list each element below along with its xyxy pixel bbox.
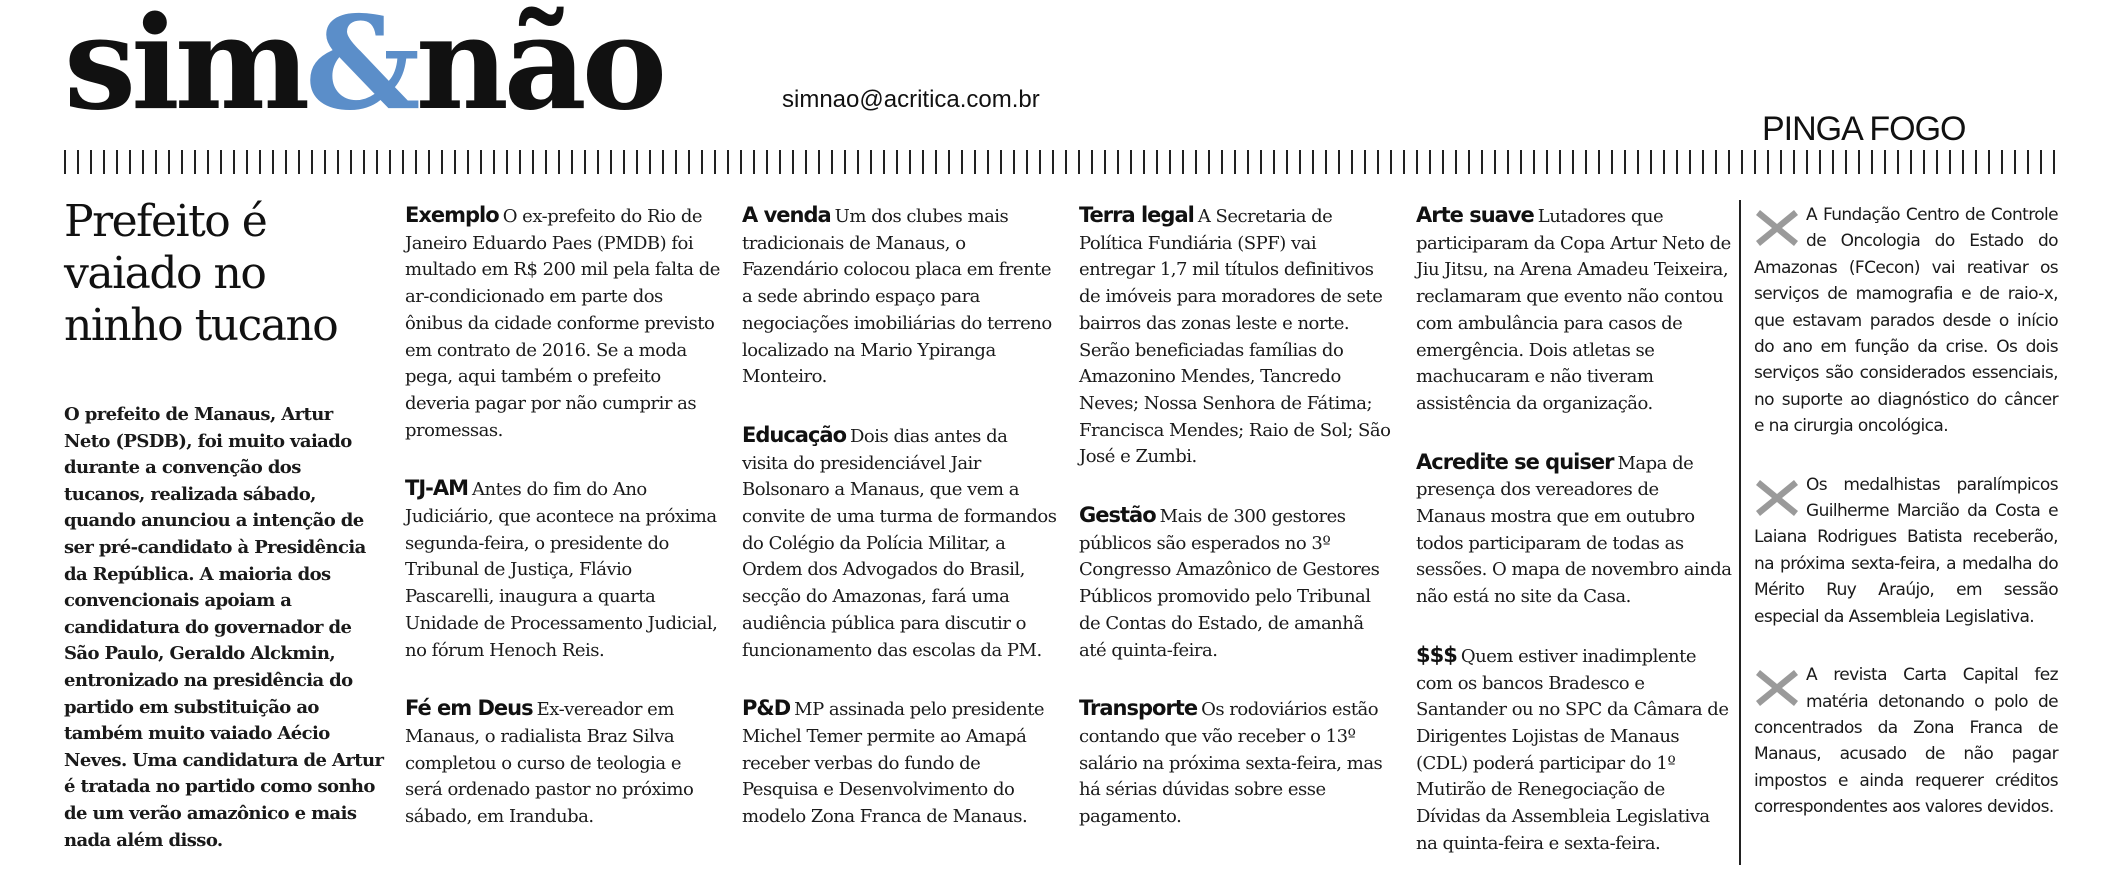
x-mark-icon xyxy=(1754,476,1800,520)
news-item-text: Um dos clubes mais tradicionais de Manaus, o Fazendário colocou placa em frente a sede abrindo espaço para negociações imobiliárias do terreno localizado na Mario Ypiranga Monteiro. xyxy=(742,206,1052,388)
news-item-tag: Educação xyxy=(742,422,846,447)
brand-logo xyxy=(64,0,663,139)
news-item-text: Lutadores que participaram da Copa Artur Neto de Jiu Jitsu, na Arena Amadeu Teixeira, reclamaram que evento não contou com ambulância para casos de emergência. Dois atletas se machucaram e não tiveram assistência da organização. xyxy=(1416,206,1731,414)
brand-nao: não xyxy=(415,0,663,139)
news-item-tag: A venda xyxy=(742,203,831,227)
news-item xyxy=(742,202,1058,391)
x-mark-icon xyxy=(1754,206,1800,250)
news-item xyxy=(742,695,1058,831)
sidebar-divider xyxy=(1739,200,1741,865)
news-item xyxy=(1416,202,1732,418)
news-item-tag: Acredite se quiser xyxy=(1416,449,1614,474)
news-item xyxy=(1416,642,1732,858)
news-item-tag: Gestão xyxy=(1079,503,1156,528)
news-column-2 xyxy=(742,202,1058,862)
news-item-text: O ex-prefeito do Rio de Janeiro Eduardo Paes (PMDB) foi multado em R$ 200 mil pela falta de ar-condicionado em parte dos ônibus da cidade conforme previsto em contrato de 2016. Se a moda pega, aqui também o prefeito deveria pagar por não cumprir as promessas. xyxy=(405,206,720,441)
news-item-text: A Secretaria de Política Fundiária (SPF) vai entregar 1,7 mil títulos definitivos de imóveis para moradores de sete bairros das zonas leste e norte. Serão beneficiadas famílias do Amazonino Mendes, Tancredo Neves; Nossa Senhora de Fátima; Francisca Mendes; Raio de Sol; São José e Zumbi. xyxy=(1079,206,1391,468)
news-item-text: Os rodoviários estão contando que vão receber o 13º salário na próxima sexta-feira, mas há sérias dúvidas sobre esse pagamento. xyxy=(1079,699,1383,828)
x-mark-icon xyxy=(1754,666,1800,710)
news-item-tag: Arte suave xyxy=(1416,203,1534,227)
news-item xyxy=(1079,202,1395,471)
news-item-text: Antes do fim do Ano Judiciário, que acontece na próxima segunda-feira, o presidente do Tribunal de Justiça, Flávio Pascarelli, inaugura a quarta Unidade de Processamento Judicial, no fórum Henoch Reis. xyxy=(405,479,718,661)
brand-ampersand: & xyxy=(305,0,416,139)
lead-story xyxy=(64,196,384,854)
news-item-tag: $$$ xyxy=(1416,642,1457,667)
news-item xyxy=(405,202,721,444)
news-column-1 xyxy=(405,202,721,862)
news-item xyxy=(1079,502,1395,664)
news-item-text: Ex-vereador em Manaus, o radialista Braz Silva completou o curso de teologia e será ordenado pastor no próximo sábado, em Iranduba. xyxy=(405,699,694,828)
sidebar-note xyxy=(1754,662,2058,820)
news-item-tag: TJ-AM xyxy=(405,476,469,501)
news-item-tag: P&D xyxy=(742,696,791,721)
news-item xyxy=(405,695,721,831)
news-column-3 xyxy=(1079,202,1395,862)
lead-body: O prefeito de Manaus, Artur Neto (PSDB), foi muito vaiado durante a convenção dos tucanos, realizada sábado, quando anunciou a intenção de ser pré-candidato à Presidência da República. A maioria dos convencionais apoiam a candidatura do governador de São Paulo, Geraldo Alckmin, entronizado na presidência do partido em substituição ao também muito vaiado Aécio Neves. Uma candidatura de Artur é tratada no partido como sonho de um verão amazônico e mais nada além disso. xyxy=(64,404,384,851)
news-column-4 xyxy=(1416,202,1732,888)
tick-ruler-divider xyxy=(64,150,2056,174)
news-item-text: MP assinada pelo presidente Michel Temer permite ao Amapá receber verbas do fundo de Pesquisa e Desenvolvimento do modelo Zona Franca de Manaus. xyxy=(742,699,1045,828)
section-label: PINGA FOGO xyxy=(1762,110,1966,148)
pinga-fogo-sidebar xyxy=(1754,202,2058,853)
news-item-text: Mapa de presença dos vereadores de Manaus mostra que em outubro todos participaram de todas as sessões. O mapa de novembro ainda não está no site da Casa. xyxy=(1416,452,1732,608)
sidebar-note-text: A Fundação Centro de Controle de Oncologia do Estado do Amazonas (FCecon) vai reativar os serviços de mamografia e de raio-x, que estavam parados desde o início do ano em função da crise. Os dois serviços são considerados essenciais, no suporte ao diagnóstico do câncer e na cirurgia oncológica. xyxy=(1754,205,2058,437)
contact-email[interactable]: simnao@acritica.com.br xyxy=(782,86,1040,113)
news-item xyxy=(1079,695,1395,831)
sidebar-note-text: Os medalhistas paralímpicos Guilherme Marcião da Costa e Laiana Rodrigues Batista receberão, na próxima sexta-feira, a medalha do Mérito Ruy Araújo, em sessão especial da Assembleia Legislativa. xyxy=(1754,474,2058,627)
news-item-tag: Terra legal xyxy=(1079,203,1194,227)
news-item xyxy=(405,475,721,664)
news-item xyxy=(1416,449,1732,611)
news-item-tag: Fé em Deus xyxy=(405,696,533,721)
sidebar-note xyxy=(1754,472,2058,630)
news-item-text: Quem estiver inadimplente com os bancos Bradesco e Santander ou no SPC da Câmara de Dirigentes Lojistas de Manaus (CDL) poderá participar do 1º Mutirão de Renegociação de Dívidas da Assembleia Legislativa na quinta-feira e sexta-feira. xyxy=(1416,645,1729,854)
lead-headline: Prefeito é vaiado no ninho tucano xyxy=(64,196,338,351)
news-item-text: Mais de 300 gestores públicos são esperados no 3º Congresso Amazônico de Gestores Públicos promovido pelo Tribunal de Contas do Estado, de amanhã até quinta-feira. xyxy=(1079,506,1380,661)
news-item-tag: Exemplo xyxy=(405,203,499,227)
news-item-tag: Transporte xyxy=(1079,696,1198,721)
news-item-text: Dois dias antes da visita do presidenciável Jair Bolsonaro a Manaus, que vem a convite de uma turma de formandos do Colégio da Polícia Militar, a Ordem dos Advogados do Brasil, secção do Amazonas, fará uma audiência pública para discutir o funcionamento das escolas da PM. xyxy=(742,425,1057,661)
sidebar-note xyxy=(1754,202,2058,440)
brand-sim: sim xyxy=(64,0,306,139)
news-item xyxy=(742,422,1058,664)
sidebar-note-text: A revista Carta Capital fez matéria detonando o polo de concentrados da Zona Franca de Manaus, acusado de não pagar impostos e ainda requerer créditos correspondentes aos valores devidos. xyxy=(1754,665,2058,818)
